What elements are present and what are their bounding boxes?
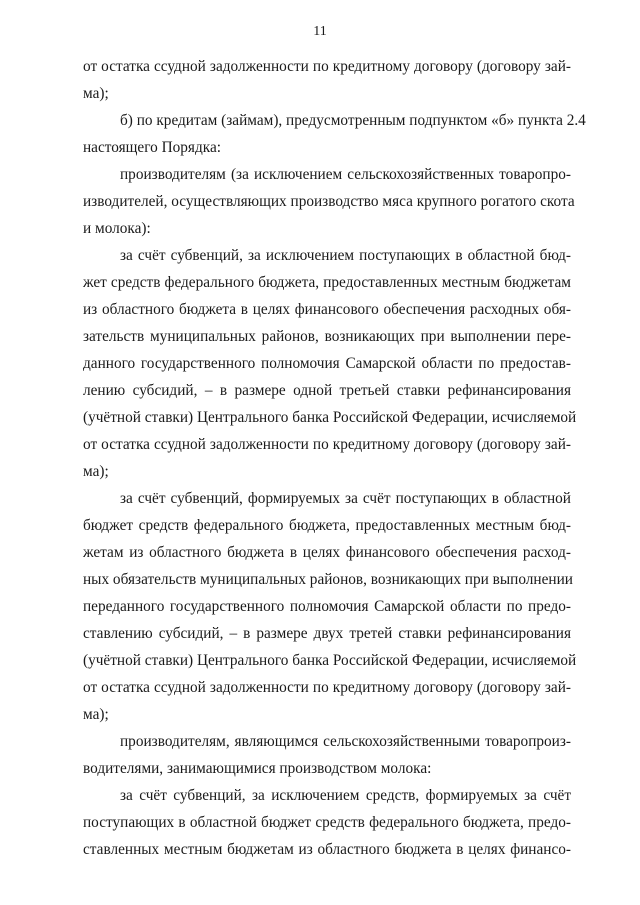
text-line: от остатка ссудной задолженности по кредитному договору (договору зай- bbox=[83, 58, 571, 75]
text-line: ма); bbox=[83, 463, 109, 480]
text-line: (учётной ставки) Центрального банка Российской Федерации, исчисляемой bbox=[83, 652, 577, 669]
text-line: производителям, являющимся сельскохозяйственными товаропроиз- bbox=[120, 733, 571, 750]
page-number: 11 bbox=[313, 24, 327, 39]
text-line: ма); bbox=[83, 85, 109, 102]
text-line: данного государственного полномочия Самарской области по предостав- bbox=[83, 355, 571, 372]
text-line: жет средств федерального бюджета, предоставленных местным бюджетам bbox=[83, 274, 571, 291]
text-line: ма); bbox=[83, 706, 109, 723]
text-line: бюджет средств федерального бюджета, предоставленных местным бюд- bbox=[83, 517, 571, 534]
text-line: (учётной ставки) Центрального банка Российской Федерации, исчисляемой bbox=[83, 409, 577, 426]
text-line: жетам из областного бюджета в целях финансового обеспечения расход- bbox=[83, 544, 571, 561]
text-line: б) по кредитам (займам), предусмотренным подпунктом «б» пункта 2.4 bbox=[120, 112, 586, 129]
text-line: переданного государственного полномочия Самарской области по предо- bbox=[83, 598, 571, 615]
text-line: за счёт субвенций, формируемых за счёт поступающих в областной bbox=[120, 490, 571, 507]
text-line: зательств муниципальных районов, возникающих при выполнении пере- bbox=[83, 328, 571, 345]
text-line: изводителей, осуществляющих производство мяса крупного рогатого скота bbox=[83, 193, 575, 210]
text-line: настоящего Порядка: bbox=[83, 139, 221, 156]
text-line: ставленных местным бюджетам из областного бюджета в целях финансо- bbox=[83, 841, 571, 858]
text-line: поступающих в областной бюджет средств федерального бюджета, предо- bbox=[83, 814, 571, 831]
text-line: от остатка ссудной задолженности по кредитному договору (договору зай- bbox=[83, 436, 571, 453]
text-line: ных обязательств муниципальных районов, возникающих при выполнении bbox=[83, 571, 573, 588]
text-line: из областного бюджета в целях финансового обеспечения расходных обя- bbox=[83, 301, 571, 318]
text-line: за счёт субвенций, за исключением поступающих в областной бюд- bbox=[120, 247, 571, 264]
text-line: производителям (за исключением сельскохозяйственных товаропро- bbox=[120, 166, 571, 183]
text-line: водителями, занимающимися производством молока: bbox=[83, 760, 432, 777]
text-line: от остатка ссудной задолженности по кредитному договору (договору зай- bbox=[83, 679, 571, 696]
text-line: ставлению субсидий, – в размере двух третей ставки рефинансирования bbox=[83, 625, 571, 642]
text-line: и молока): bbox=[83, 220, 151, 237]
text-line: лению субсидий, – в размере одной третьей ставки рефинансирования bbox=[83, 382, 571, 399]
text-line: за счёт субвенций, за исключением средств, формируемых за счёт bbox=[120, 787, 571, 804]
